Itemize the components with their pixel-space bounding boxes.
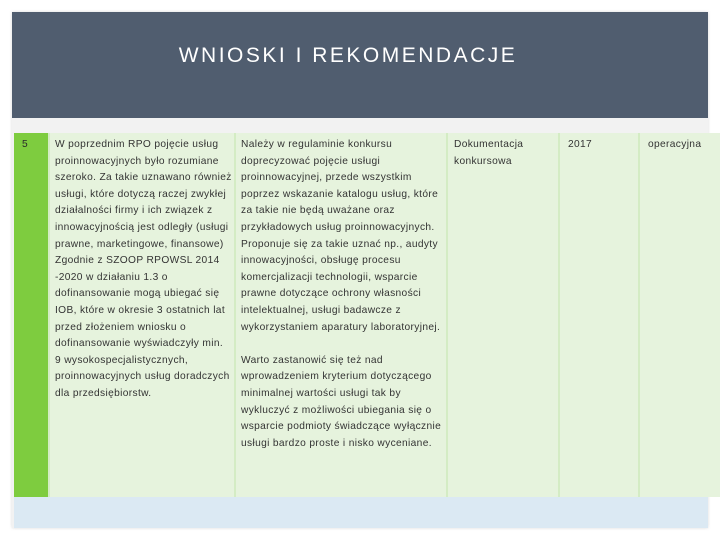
recommendation-paragraph-1: Należy w regulaminie konkursu doprecyzować pojęcie usługi proinnowacyjnej, przede wszystkim poprzez wskazanie katalogu usług, które za takie nie będą uważane oraz przykładowych usług proinnowacyjnych. Proponuje się za takie uznać np., audyty innowacyjności, obsługę procesu komercjalizacji technologii, wsparcie prawne dotyczące ochrony własności intelektualnej, usługi badawcze z wykorzystaniem aparatury laboratoryjnej. — [241, 139, 441, 333]
table-bottom-band — [14, 497, 708, 528]
document-cell: Dokumentacja konkursowa — [448, 133, 558, 497]
recommendations-table — [14, 133, 711, 497]
conclusion-cell: W poprzednim RPO pojęcie usług proinnowacyjnych było rozumiane szeroko. Za takie uznawano również usługi, które dotyczą raczej zwykłej działalności firmy i ich związek z innowacyjnością jest odległy (usługi prawne, marketingowe, finansowe) Zgodnie z SZOOP RPOWSL 2014 -2020 w działaniu 1.3 o dofinansowanie mogą ubiegać się IOB, które w okresie 3 ostatnich lat przed złożeniem wniosku o dofinansowanie wyświadczyły min. 9 wysokospecjalistycznych, proinnowacyjnych usług doradczych dla przedsiębiorstw. — [50, 133, 234, 497]
type-cell: operacyjna — [640, 133, 720, 497]
recommendation-paragraph-2: Warto zastanowić się też nad wprowadzeniem kryterium dotyczącego minimalnej wartości usługi tak by wykluczyć z możliwości ubiegania się o wsparcie podmioty świadczące wyłącznie usługi bardzo proste i nisko wyceniane. — [241, 354, 442, 449]
year-cell: 2017 — [560, 133, 638, 497]
slide-title: WNIOSKI I REKOMENDACJE — [178, 44, 518, 67]
recommendation-cell — [236, 133, 446, 497]
row-number-cell: 5 — [14, 133, 48, 497]
